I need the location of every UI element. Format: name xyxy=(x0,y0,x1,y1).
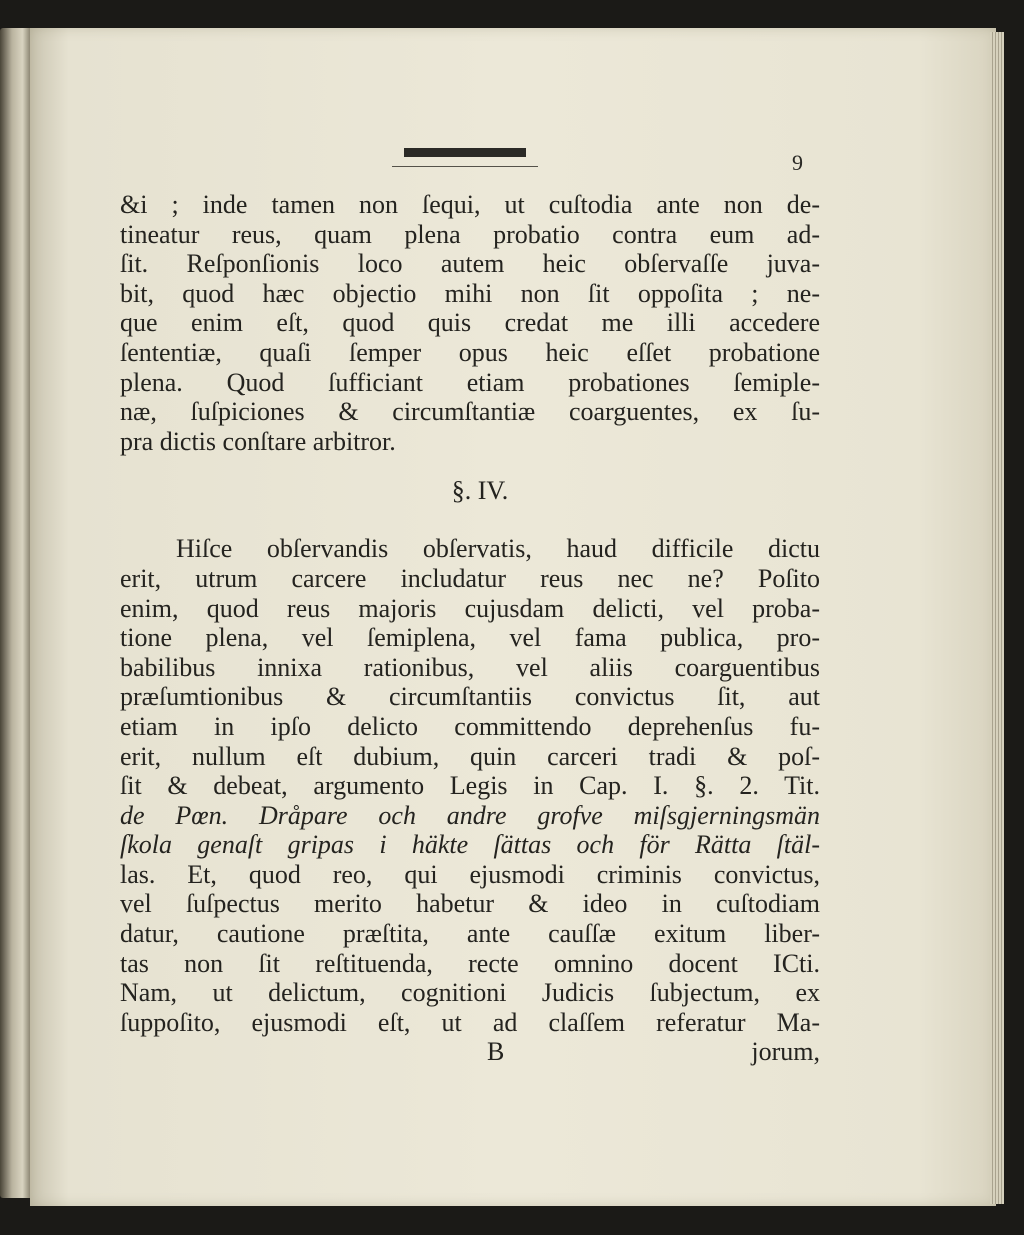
text-line: ſkola genaſt gripas i häkte ſättas och för Rätta ſtäl- xyxy=(120,830,820,860)
text-line: enim, quod reus majoris cujusdam delicti, vel proba- xyxy=(120,593,820,623)
text-line: erit, utrum carcere includatur reus nec ne? Poſito xyxy=(120,563,820,593)
text-line: las. Et, quod reo, qui ejusmodi criminis convictus, xyxy=(120,859,820,889)
text-line: babilibus innixa rationibus, vel aliis coarguentibus xyxy=(120,652,820,682)
text-line: vel ſuſpectus merito habetur & ideo in cuſtodiam xyxy=(120,889,820,919)
text-line: ſit. Reſponſionis loco autem heic obſervaſſe juva- xyxy=(120,249,820,279)
text-line: tineatur reus, quam plena probatio contra eum ad- xyxy=(120,219,820,249)
text-line: de Pœn. Dråpare och andre grofve miſsgjerningsmän xyxy=(120,800,820,830)
text-line: næ, ſuſpiciones & circumſtantiæ coarguentes, ex ſu- xyxy=(120,397,820,427)
header-ornament-rule xyxy=(392,166,538,167)
header-ornament-bar xyxy=(404,148,526,157)
text-line: præſumtionibus & circumſtantiis convictus ſit, aut xyxy=(120,682,820,712)
text-line: etiam in ipſo delicto committendo deprehenſus fu- xyxy=(120,711,820,741)
paragraph-1 xyxy=(120,190,820,456)
text-line: &i ; inde tamen non ſequi, ut cuſtodia ante non de- xyxy=(120,190,820,219)
text-line: tas non ſit reſtituenda, recte omnino docent ICti. xyxy=(120,948,820,978)
text-line: tione plena, vel ſemiplena, vel fama publica, pro- xyxy=(120,623,820,653)
text-line: plena. Quod ſufficiant etiam probationes ſemiple- xyxy=(120,367,820,397)
text-line: datur, cautione præſtita, ante cauſſæ exitum liber- xyxy=(120,919,820,949)
text-line: pra dictis conſtare arbitror. xyxy=(120,426,396,456)
section-heading: §. IV. xyxy=(451,476,509,506)
text-line: ſit & debeat, argumento Legis in Cap. I. §. 2. Tit. xyxy=(120,771,820,801)
text-line: ſuppoſito, ejusmodi eſt, ut ad claſſem referatur Ma- xyxy=(120,1007,820,1037)
text-line: bit, quod hæc objectio mihi non ſit oppoſita ; ne- xyxy=(120,278,820,308)
page-number: 9 xyxy=(792,150,803,175)
text-line: ſententiæ, quaſi ſemper opus heic eſſet probatione xyxy=(120,337,820,367)
page-footer xyxy=(120,1037,820,1067)
paragraph-2 xyxy=(120,534,820,1037)
catchword: jorum, xyxy=(751,1037,820,1067)
text-line: Hiſce obſervandis obſervatis, haud difficile dictu xyxy=(176,534,820,564)
text-line: erit, nullum eſt dubium, quin carceri tradi & poſ- xyxy=(120,741,820,771)
text-line: Nam, ut delictum, cognitioni Judicis ſubjectum, ex xyxy=(120,978,820,1008)
previous-page-edge xyxy=(0,28,30,1198)
text-line: que enim eſt, quod quis credat me illi accedere xyxy=(120,308,820,338)
signature-mark: B xyxy=(487,1037,505,1067)
page-stack-edge xyxy=(990,32,1004,1204)
body-text xyxy=(120,190,820,1067)
